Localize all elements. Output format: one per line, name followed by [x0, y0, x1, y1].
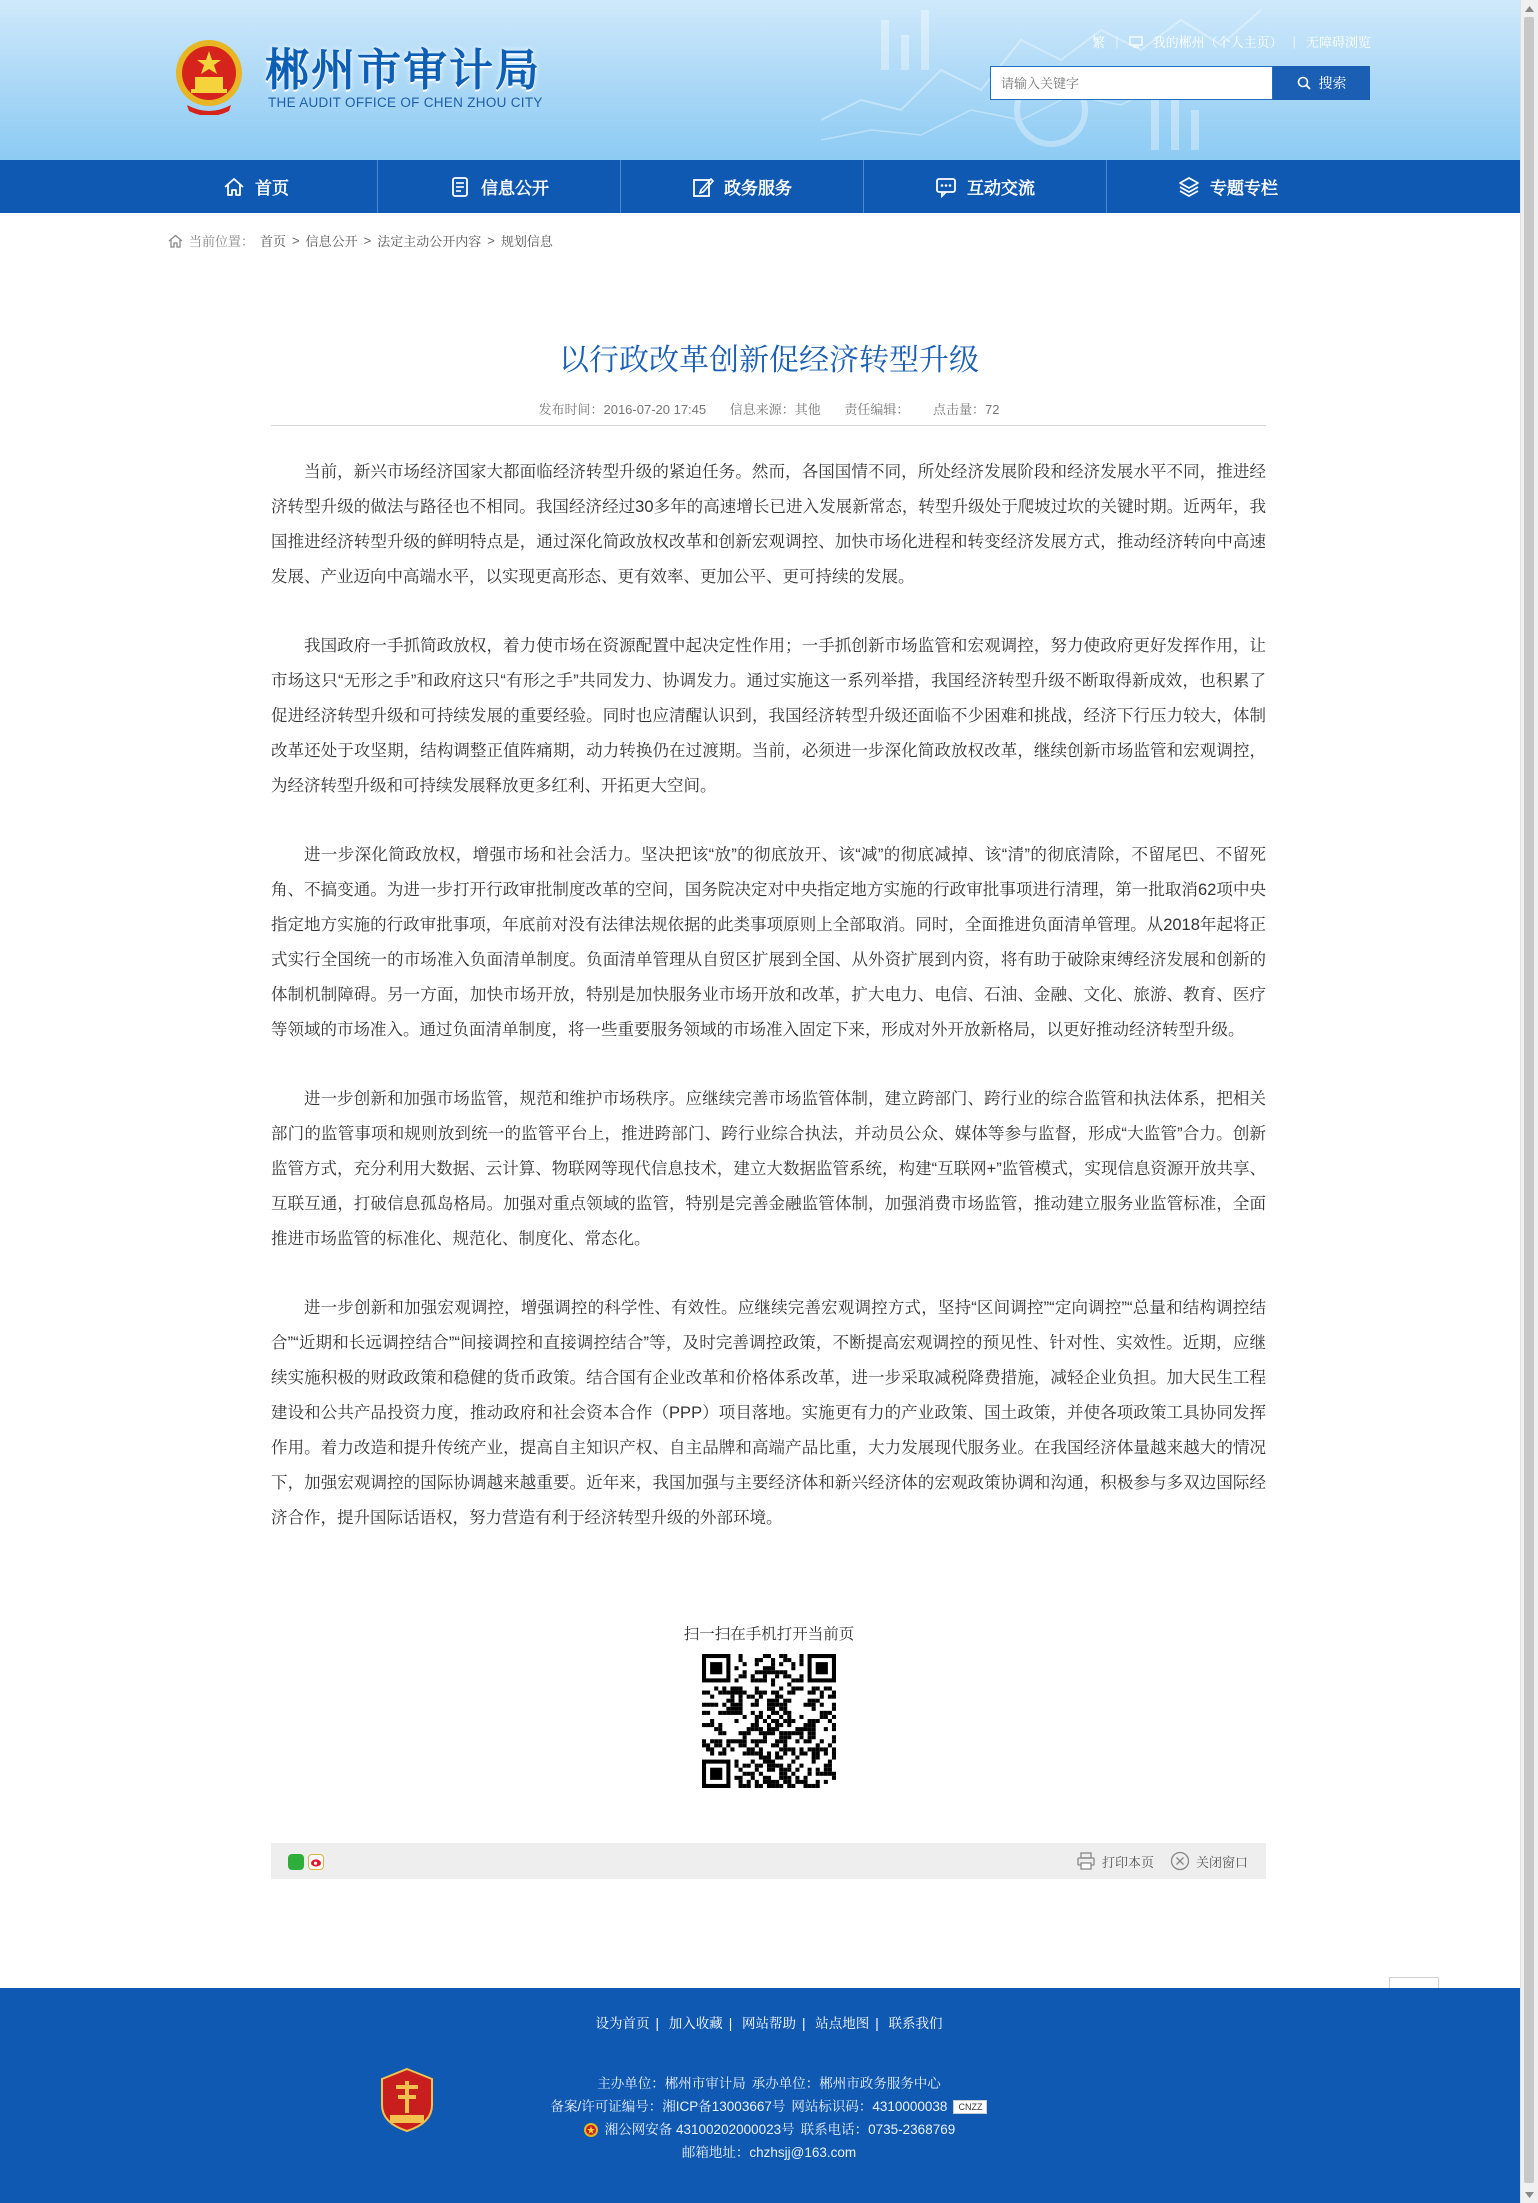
host-unit: 主办单位：郴州市审计局 — [597, 2076, 746, 2091]
separator: | — [1292, 34, 1296, 49]
publish-time: 发布时间：2016-07-20 17:45 — [538, 402, 707, 417]
printer-icon — [1076, 1852, 1096, 1870]
search-button-label: 搜索 — [1318, 75, 1347, 91]
vertical-scrollbar[interactable] — [1520, 0, 1538, 2203]
nav-item-gov-service[interactable] — [621, 160, 864, 213]
nav-item-interaction[interactable] — [864, 160, 1107, 213]
scrollbar-thumb[interactable] — [1524, 17, 1534, 2183]
search-input[interactable] — [990, 66, 1273, 100]
print-label: 打印本页 — [1101, 1854, 1154, 1870]
my-portal-link[interactable]: 我的郴州（个人主页） — [1152, 35, 1283, 50]
wechat-share-icon[interactable] — [288, 1854, 304, 1870]
police-record[interactable]: 湘公网安备 43100202000023号 — [604, 2122, 795, 2137]
search-icon — [1297, 76, 1311, 90]
close-window-button[interactable] — [1170, 1851, 1248, 1871]
breadcrumb-separator: > — [292, 233, 300, 248]
share-bar — [271, 1843, 1266, 1879]
article-paragraph: 我国政府一手抓简政放权，着力使市场在资源配置中起决定性作用；一手抓创新市场监管和宏观调控，努力使政府更好发挥作用，让市场这只“无形之手”和政府这只“有形之手”共同发力、协调发力。通过实施这一系列举措，我国经济转型升级不断取得新成效，也积累了促进经济转型升级和可持续发展的重要经验。同时也应清醒认识到，我国经济转型升级还面临不少困难和挑战，经济下行压力较大，体制改革还处于攻坚期，结构调整正值阵痛期，动力转换仍在过渡期。当前，必须进一步深化简政放权改革，继续创新市场监管和宏观调控，为经济转型升级和可持续发展释放更多红利、开拓更大空间。 — [271, 637, 1266, 795]
article-paragraph: 进一步深化简政放权，增强市场和社会活力。坚决把该“放”的彻底放开、该“减”的彻底减掉、该“清”的彻底清除，不留尾巴、不留死角、不搞变通。为进一步打开行政审批制度改革的空间，国务院决定对中央指定地方实施的行政审批事项进行清理，第一批取消62项中央指定地方实施的行政审批事项，年底前对没有法律法规依据的此类事项原则上全部取消。同时，全面推进负面清单管理。从2018年起将正式实行全国统一的市场准入负面清单制度。负面清单管理从自贸区扩展到全国、从外资扩展到内资，将有助于破除束缚经济发展和创新的体制机制障碍。另一方面，加快市场开放，特别是加快服务业市场开放和改革，扩大电力、电信、石油、金融、文化、旅游、教育、医疗等领域的市场准入。通过负面清单制度，将一些重要服务领域的市场准入固定下来，形成对外开放新格局，以更好推动经济转型升级。 — [271, 846, 1266, 1039]
article-paragraph: 当前，新兴市场经济国家大都面临经济转型升级的紧迫任务。然而，各国国情不同，所处经济发展阶段和经济发展水平不同，推进经济转型升级的做法与路径也不相同。我国经济经过30多年的高速增长已进入发展新常态，转型升级处于爬坡过坎的关键时期。近两年，我国推进经济转型升级的鲜明特点是，通过深化简政放权改革和创新宏观调控、加快市场化进程和转变经济发展方式，推动经济转向中高速发展、产业迈向中高端水平，以实现更高形态、更有效率、更加公平、更可持续的发展。 — [271, 463, 1266, 586]
nav-item-special-column[interactable] — [1107, 160, 1349, 213]
footer-links: 设为首页 | 加入收藏 | 网站帮助 | 站点地图 | 联系我们 — [595, 2016, 943, 2031]
responsible-editor: 责任编辑： — [844, 402, 910, 417]
weibo-icon — [309, 1855, 323, 1869]
police-emblem-icon — [583, 2122, 599, 2138]
nav-item-home[interactable] — [135, 160, 378, 213]
breadcrumb-separator: > — [487, 233, 495, 248]
close-label: 关闭窗口 — [1195, 1854, 1248, 1870]
share-icons — [288, 1854, 324, 1870]
national-emblem-icon — [173, 35, 245, 115]
breadcrumb — [168, 231, 553, 250]
article-body — [271, 455, 1266, 1570]
nav-item-label: 政务服务 — [724, 179, 792, 198]
breadcrumb-separator: > — [363, 233, 372, 248]
cnzz-badge[interactable]: CNZZ — [953, 2100, 987, 2114]
site-code: 网站标识码：4310000038 — [791, 2099, 948, 2114]
site-title: 郴州市审计局 — [265, 46, 541, 95]
site-header — [0, 0, 1521, 160]
qr-caption: 扫一扫在手机打开当前页 — [683, 1626, 855, 1643]
site-subtitle: THE AUDIT OFFICE OF CHEN ZHOU CITY — [268, 95, 543, 110]
accessible-browse-link[interactable]: 无障碍浏览 — [1305, 35, 1371, 50]
main-nav — [0, 160, 1521, 213]
scroll-down-arrow[interactable] — [1521, 2186, 1538, 2203]
breadcrumb-home[interactable]: 首页 — [260, 234, 287, 249]
traditional-chinese-link[interactable]: 繁 — [1092, 35, 1106, 50]
chat-icon — [935, 176, 957, 198]
top-links — [1092, 32, 1371, 51]
divider — [271, 425, 1266, 426]
contact-phone: 联系电话：0735-2368769 — [800, 2122, 956, 2137]
nav-item-label: 信息公开 — [481, 179, 549, 198]
info-source: 信息来源：其他 — [729, 402, 821, 417]
scroll-up-arrow[interactable] — [1521, 0, 1538, 17]
article-paragraph: 进一步创新和加强市场监管，规范和维护市场秩序。应继续完善市场监管体制，建立跨部门、跨行业的综合监管和执法体系，把相关部门的监管事项和规则放到统一的监管平台上，推进跨部门、跨行业综合执法，并动员公众、媒体等参与监督，形成“大监管”合力。创新监管方式，充分利用大数据、云计算、物联网等现代信息技术，建立大数据监管系统，构建“互联网+”监管模式，实现信息资源开放共享、互联互通，打破信息孤岛格局。加强对重点领域的监管，特别是完善金融监管体制，加强消费市场监管，推动建立服务业监管标准，全面推进市场监管的标准化、规范化、制度化、常态化。 — [271, 1090, 1266, 1248]
icp-number[interactable]: 备案/许可证编号：湘ICP备13003667号 — [550, 2099, 786, 2114]
document-icon — [449, 176, 471, 198]
search-box — [990, 66, 1370, 102]
footer-info — [0, 2072, 1538, 2164]
nav-item-label: 首页 — [255, 179, 289, 198]
contact-email: 邮箱地址：chzhsjj@163.com — [681, 2145, 857, 2160]
weibo-share-icon[interactable] — [308, 1854, 324, 1870]
article-meta — [0, 399, 1538, 418]
footer-link-set-home[interactable]: 设为首页 — [595, 2016, 650, 2031]
page-actions — [1076, 1843, 1248, 1879]
breadcrumb-statutory-content[interactable]: 法定主动公开内容 — [377, 234, 482, 249]
monitor-icon — [1129, 36, 1143, 48]
qr-code-icon — [702, 1654, 836, 1788]
site-footer — [0, 1988, 1538, 2203]
home-icon — [223, 176, 245, 198]
organizer-unit: 承办单位：郴州市政务服务中心 — [751, 2076, 941, 2091]
nav-item-info-disclosure[interactable] — [378, 160, 621, 213]
nav-item-label: 互动交流 — [967, 179, 1035, 198]
layers-icon — [1178, 176, 1200, 198]
footer-link-sitemap[interactable]: 站点地图 — [815, 2016, 870, 2031]
edit-icon — [692, 176, 714, 198]
search-button[interactable] — [1273, 66, 1370, 100]
breadcrumb-label: 当前位置： — [189, 234, 255, 249]
footer-link-favorite[interactable]: 加入收藏 — [668, 2016, 723, 2031]
breadcrumb-planning-info[interactable]: 规划信息 — [500, 234, 553, 249]
footer-link-help[interactable]: 网站帮助 — [742, 2016, 796, 2031]
close-icon — [1170, 1851, 1190, 1871]
article-title: 以行政改革创新促经济转型升级 — [559, 344, 979, 377]
home-icon — [168, 234, 183, 248]
separator: | — [1115, 34, 1119, 49]
view-count: 点击量：72 — [933, 402, 1000, 417]
nav-item-label: 专题专栏 — [1210, 179, 1278, 198]
print-button[interactable] — [1076, 1852, 1154, 1871]
footer-link-contact[interactable]: 联系我们 — [888, 2016, 943, 2031]
article-paragraph: 进一步创新和加强宏观调控，增强调控的科学性、有效性。应继续完善宏观调控方式，坚持“区间调控”“定向调控”“总量和结构调控结合”“近期和长远调控结合”“间接调控和直接调控结合”等，及时完善调控政策，不断提高宏观调控的预见性、针对性、实效性。近期，应继续实施积极的财政政策和稳健的货币政策。结合国有企业改革和价格体系改革，进一步采取减税降费措施，减轻企业负担。加大民生工程建设和公共产品投资力度，推动政府和社会资本合作（PPP）项目落地。实施更有力的产业政策、国土政策，并使各项政策工具协同发挥作用。着力改造和提升传统产业，提高自主知识产权、自主品牌和高端产品比重，大力发展现代服务业。在我国经济体量越来越大的情况下，加强宏观调控的国际协调越来越重要。近年来，我国加强与主要经济体和新兴经济体的宏观政策协调和沟通，积极参与多双边国际经济合作，提升国际话语权，努力营造有利于经济转型升级的外部环境。 — [271, 1299, 1266, 1527]
breadcrumb-info-disclosure[interactable]: 信息公开 — [305, 234, 358, 249]
